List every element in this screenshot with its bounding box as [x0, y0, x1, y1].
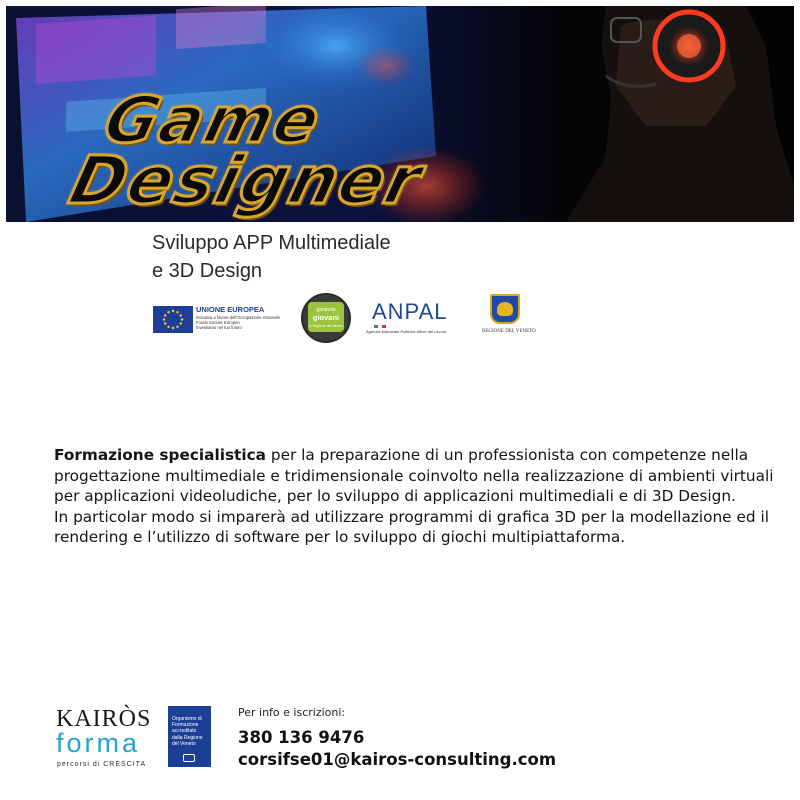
hero-banner — [6, 6, 794, 222]
contact-phone[interactable]: 380 136 9476 — [238, 728, 365, 747]
eu-title: UNIONE EUROPEA — [196, 305, 265, 314]
italian-flag-icon — [374, 325, 386, 328]
anpal-subtitle: Agenzia Nazionale Politiche Attive del Lavoro — [366, 329, 447, 334]
contact-label: Per info e iscrizioni: — [238, 706, 346, 719]
garanzia-text: garanzia — [316, 307, 336, 313]
eu-line-2: Fondo Sociale Europeo — [196, 320, 240, 326]
anpal-logo — [366, 299, 466, 339]
forma-wordmark: forma — [56, 728, 141, 758]
description-paragraph-1-text: per la preparazione di un professionista con competenze nella progettazione multimediale e tridimensionale coinvolto nella realizzazione di ambienti virtuali per applicazioni videoludiche, per lo sviluppo di applicazioni multimediali e di 3D Design. — [54, 446, 774, 505]
eu-line-3: Investiamo nel tuo futuro — [196, 325, 242, 331]
contact-email[interactable]: corsifse01@kairos-consulting.com — [238, 750, 557, 769]
anpal-wordmark: ANPAL — [372, 299, 448, 324]
lion-shield-icon — [490, 294, 520, 324]
accreditation-text: Organismo di Formazione accreditato dalla Regione del Veneto — [172, 716, 203, 747]
eu-logo — [153, 306, 293, 334]
accreditation-badge — [168, 706, 211, 767]
partner-logos — [152, 290, 542, 346]
eu-line-1: Iniziativa a favore dell'Occupazione Giovanile — [196, 315, 281, 320]
eu-subtitle — [196, 315, 296, 331]
kairos-tagline: percorsi di CRESCITA — [57, 761, 147, 768]
course-description — [54, 445, 784, 548]
description-paragraph-2: In particolar modo si imparerà ad utilizzare programmi di grafica 3D per la modellazione ed il rendering e l’utilizzo di software per lo sviluppo di giochi multipiattaforma. — [54, 507, 769, 546]
description-lead: Formazione specialistica — [54, 446, 266, 464]
subtitle-line-2: e 3D Design — [152, 260, 263, 282]
giovani-text: giovani — [312, 313, 340, 322]
veneto-mark-icon — [183, 754, 195, 762]
title-designer: Designer — [62, 142, 431, 219]
kairos-forma-logo — [52, 706, 164, 772]
garanzia-giovani-logo — [301, 293, 355, 343]
title-game: Game — [96, 84, 330, 158]
contact-block — [238, 706, 658, 769]
description-paragraph-1 — [54, 445, 784, 507]
kairos-wordmark: KAIRÒS — [56, 706, 152, 732]
garanzia-giovani-label — [308, 302, 344, 332]
garanzia-sub-text: in Regione del Veneto — [308, 324, 344, 328]
eu-flag-icon — [153, 306, 193, 333]
veneto-label: REGIONE DEL VENETO — [482, 329, 536, 334]
regione-veneto-logo — [484, 294, 534, 342]
subtitle-line-1: Sviluppo APP Multimediale — [152, 232, 391, 254]
course-subtitle — [152, 229, 552, 285]
